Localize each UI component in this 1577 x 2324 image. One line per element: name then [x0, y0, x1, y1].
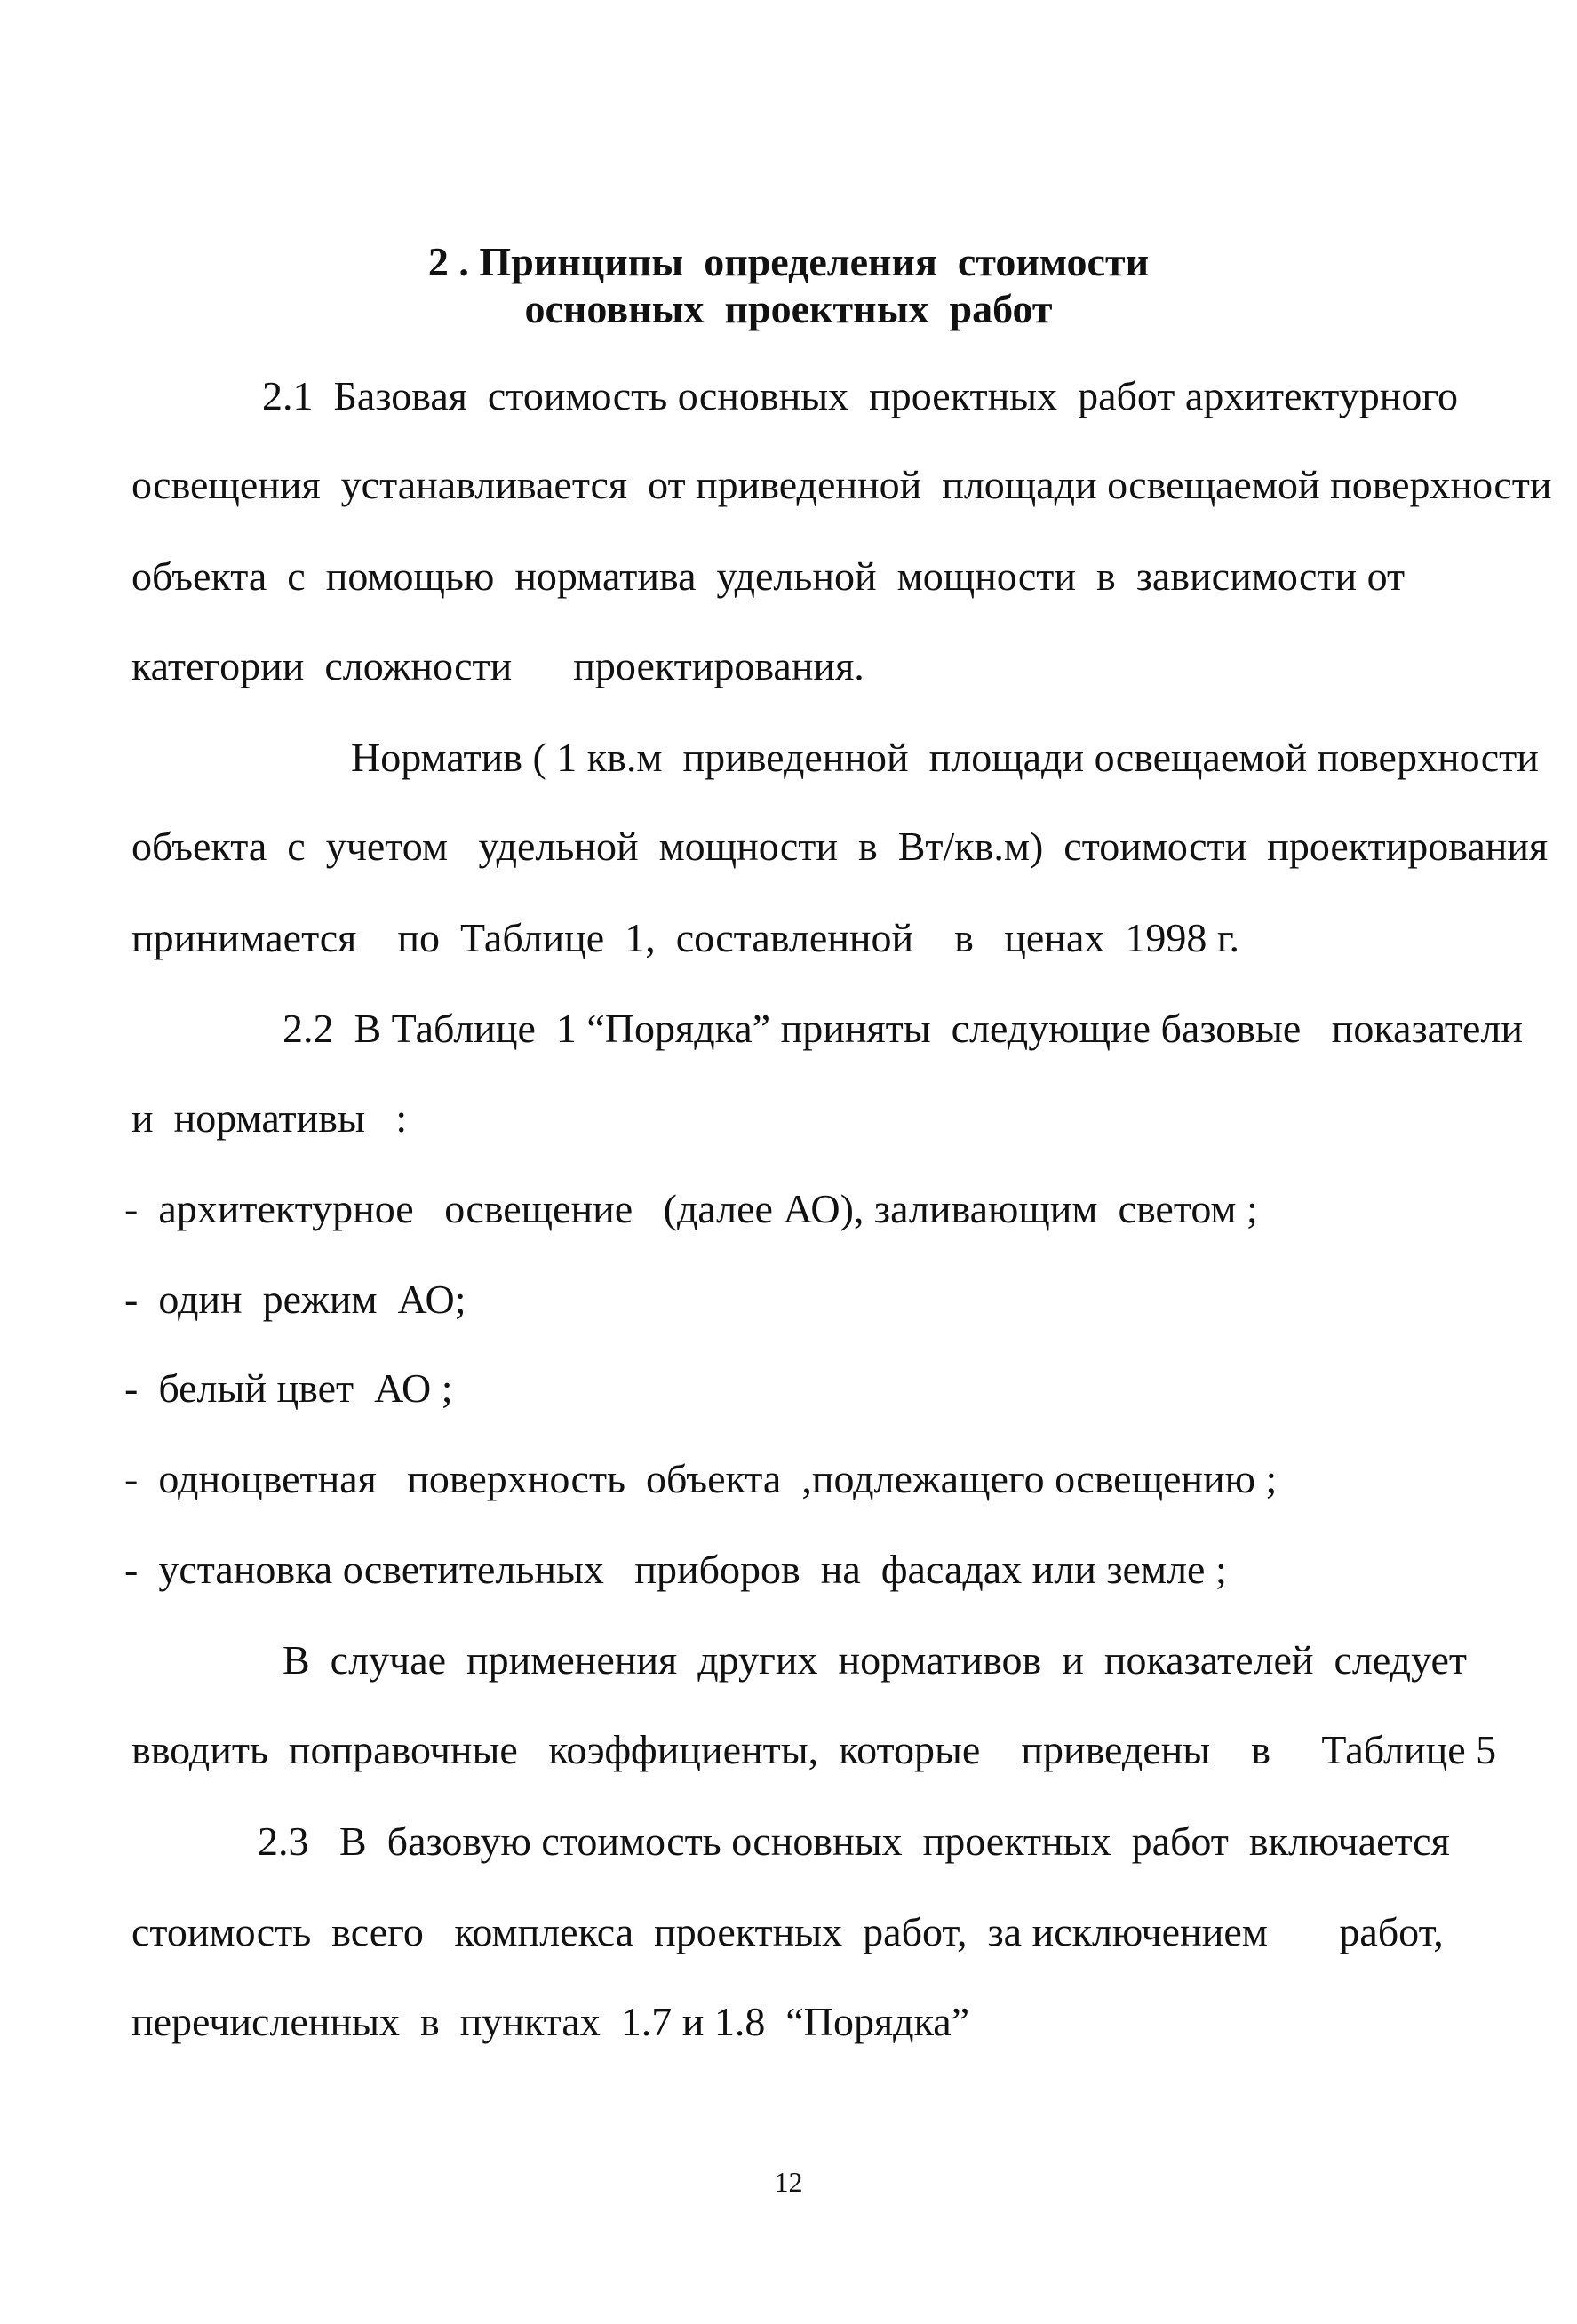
para-2-3-line-2: стоимость всего комплекса проектных работ, за исключением работ, [131, 1909, 1444, 1954]
normative-line-2: объекта с учетом удельной мощности в Вт/кв.м) стоимости проектирования [131, 824, 1549, 869]
section-heading-line-1: 2 . Принципы определения стоимости [427, 239, 1150, 284]
normative-line-3: принимается по Таблице 1, составленной в ценах 1998 г. [131, 915, 1240, 960]
list-item: - одноцветная поверхность объекта ,подлежащего освещению ; [124, 1456, 1278, 1501]
section-heading-line-2: основных проектных работ [524, 286, 1053, 331]
para-2-1-line-2: освещения устанавливается от приведенной площади освещаемой поверхности [131, 462, 1552, 507]
correction-line-2: вводить поправочные коэффициенты, которые приведены в Таблице 5 [131, 1727, 1497, 1772]
page-number: 12 [774, 2166, 803, 2198]
para-2-2-line-2: и нормативы : [131, 1095, 408, 1141]
para-2-3-line-1: 2.3 В базовую стоимость основных проектных работ включается [258, 1819, 1450, 1864]
para-2-2-line-1: 2.2 В Таблице 1 “Порядка” приняты следующие базовые показатели [283, 1006, 1523, 1051]
list-item: - архитектурное освещение (далее АО), заливающим светом ; [124, 1186, 1258, 1231]
list-item: - установка осветительных приборов на фасадах или земле ; [124, 1547, 1227, 1592]
para-2-1-line-3: объекта с помощью норматива удельной мощности в зависимости от [131, 553, 1406, 599]
para-2-1-line-1: 2.1 Базовая стоимость основных проектных работ архитектурного [262, 373, 1459, 418]
para-2-3-line-3: перечисленных в пунктах 1.7 и 1.8 “Порядка” [131, 1999, 970, 2044]
list-item: - один режим АО; [124, 1277, 466, 1322]
normative-line-1: Норматив ( 1 кв.м приведенной площади освещаемой поверхности [351, 735, 1539, 780]
correction-line-1: В случае применения других нормативов и показателей следует [283, 1637, 1467, 1683]
list-item: - белый цвет АО ; [124, 1365, 453, 1411]
para-2-1-line-4: категории сложности проектирования. [131, 643, 864, 688]
